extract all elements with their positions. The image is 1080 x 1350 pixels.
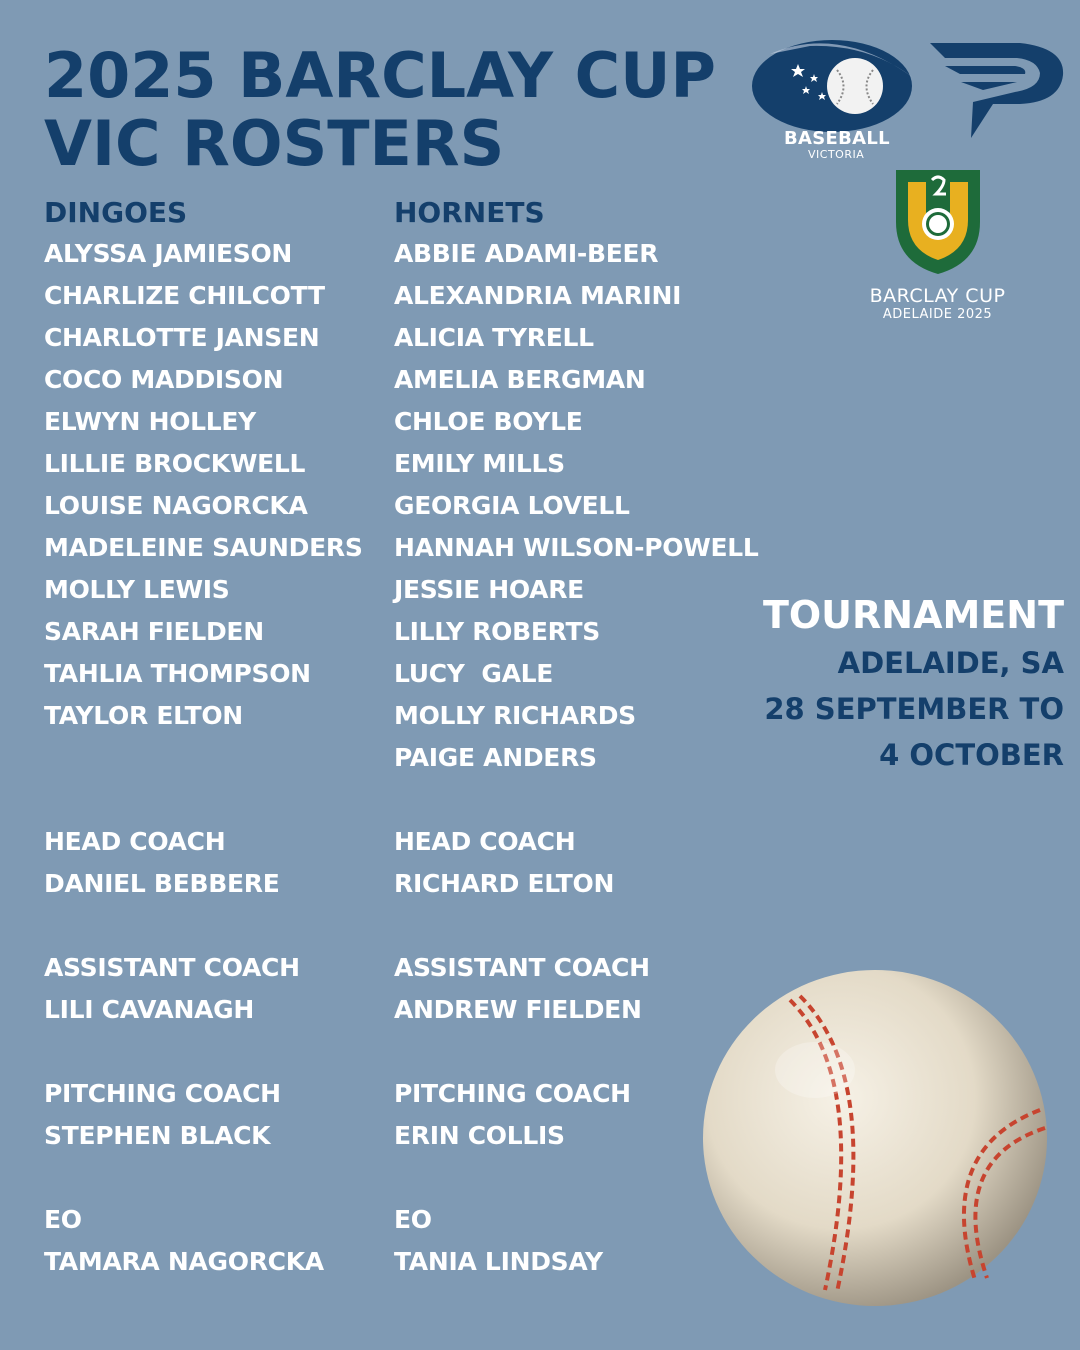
staff-name: TAMARA NAGORCKA <box>44 1247 324 1276</box>
player-name: CHARLIZE CHILCOTT <box>44 281 325 310</box>
staff-name: ANDREW FIELDEN <box>394 995 642 1024</box>
player-name: ALYSSA JAMIESON <box>44 239 293 268</box>
player-name: MADELEINE SAUNDERS <box>44 533 363 562</box>
player-name: PAIGE ANDERS <box>394 743 597 772</box>
tournament-info <box>763 590 1064 778</box>
player-name: TAYLOR ELTON <box>44 701 243 730</box>
page-title <box>44 39 716 180</box>
tournament-dates-line-2: 4 OCTOBER <box>879 738 1064 772</box>
player-name: SARAH FIELDEN <box>44 617 264 646</box>
player-name: MOLLY RICHARDS <box>394 701 636 730</box>
p-wings-icon <box>925 40 1070 140</box>
barclay-cup-shield-icon <box>892 162 984 277</box>
baseball-image <box>695 960 1065 1320</box>
team-column-dingoes <box>44 193 363 1283</box>
tournament-location: ADELAIDE, SA <box>837 646 1064 680</box>
baseball-icon <box>695 960 1065 1320</box>
staff-name: DANIEL BEBBERE <box>44 869 280 898</box>
barclay-cup-wordmark: BARCLAY CUP <box>869 285 1006 307</box>
p-wings-logo <box>925 40 1070 140</box>
staff-name: RICHARD ELTON <box>394 869 615 898</box>
team-name: DINGOES <box>44 196 188 229</box>
staff-role: PITCHING COACH <box>44 1079 281 1108</box>
player-name: CHARLOTTE JANSEN <box>44 323 320 352</box>
barclay-cup-logo <box>855 162 1020 327</box>
staff-role: HEAD COACH <box>394 827 576 856</box>
staff-role: HEAD COACH <box>44 827 226 856</box>
baseball-victoria-logo <box>750 34 920 164</box>
title-line-2: VIC ROSTERS <box>44 107 505 180</box>
player-name: MOLLY LEWIS <box>44 575 230 604</box>
team-name: HORNETS <box>394 196 545 229</box>
baseball-victoria-emblem-icon <box>750 34 920 134</box>
player-name: LUCY GALE <box>394 659 554 688</box>
staff-name: LILI CAVANAGH <box>44 995 254 1024</box>
player-name: JESSIE HOARE <box>394 575 584 604</box>
player-name: CHLOE BOYLE <box>394 407 583 436</box>
title-line-1: 2025 BARCLAY CUP <box>44 39 716 112</box>
player-name: HANNAH WILSON-POWELL <box>394 533 759 562</box>
staff-role: EO <box>394 1205 432 1234</box>
staff-role: ASSISTANT COACH <box>44 953 300 982</box>
player-name: COCO MADDISON <box>44 365 284 394</box>
player-name: ELWYN HOLLEY <box>44 407 256 436</box>
staff-role: PITCHING COACH <box>394 1079 631 1108</box>
player-name: ALICIA TYRELL <box>394 323 594 352</box>
player-name: LILLIE BROCKWELL <box>44 449 306 478</box>
tournament-dates-line-1: 28 SEPTEMBER TO <box>764 692 1064 726</box>
barclay-cup-subtext: ADELAIDE 2025 <box>882 307 993 322</box>
staff-name: STEPHEN BLACK <box>44 1121 271 1150</box>
tournament-heading: TOURNAMENT <box>762 593 1064 637</box>
staff-role: EO <box>44 1205 82 1234</box>
player-name: EMILY MILLS <box>394 449 565 478</box>
player-name: AMELIA BERGMAN <box>394 365 646 394</box>
player-name: ALEXANDRIA MARINI <box>394 281 682 310</box>
staff-name: TANIA LINDSAY <box>394 1247 603 1276</box>
player-name: LILLY ROBERTS <box>394 617 600 646</box>
player-name: ABBIE ADAMI-BEER <box>394 239 659 268</box>
staff-role: ASSISTANT COACH <box>394 953 650 982</box>
staff-name: ERIN COLLIS <box>394 1121 565 1150</box>
baseball-victoria-subtext: VICTORIA <box>808 148 865 161</box>
player-name: TAHLIA THOMPSON <box>44 659 311 688</box>
baseball-victoria-wordmark: BASEBALL <box>784 128 890 149</box>
player-name: GEORGIA LOVELL <box>394 491 630 520</box>
player-name: LOUISE NAGORCKA <box>44 491 308 520</box>
